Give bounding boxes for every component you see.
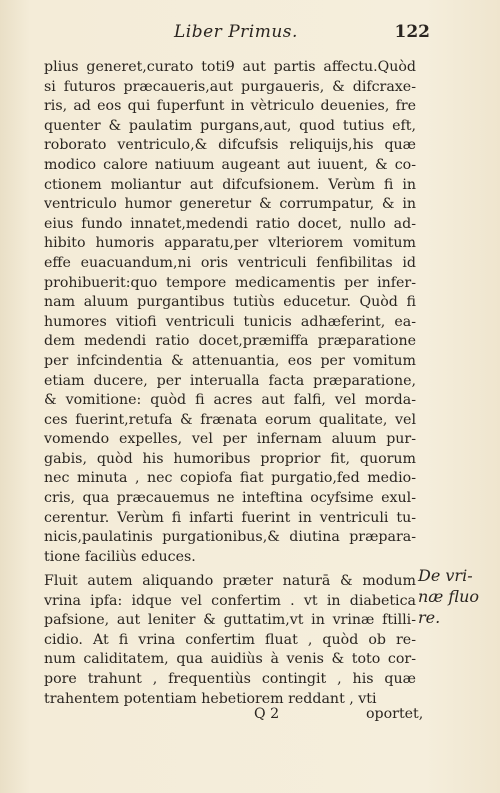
signature-mark: Q 2 <box>254 706 280 722</box>
text-line: cris, qua præcauemus ne inteftina ocyfsime exul- <box>44 490 416 507</box>
text-line: humores vitiofi ventriculi tunicis adhæferint, ea- <box>44 313 416 330</box>
running-head <box>0 22 500 46</box>
text-line: pore trahunt , frequentiùs contingit , his quæ <box>44 670 416 687</box>
text-line: cerentur. Verùm fi infarti fuerint in ventriculi tu- <box>44 509 416 526</box>
text-line: trahentem potentiam hebetiorem reddant , vti <box>44 690 377 707</box>
text-line: ces fuerint,retufa & frænata eorum qualitate, vel <box>44 411 416 428</box>
text-line: roborato ventriculo,& difcufsis reliquijs,his quæ <box>44 137 416 154</box>
page-number: 122 <box>394 22 430 42</box>
text-line: eius fundo innatet,medendi ratio docet, nullo ad- <box>44 215 416 232</box>
text-line: Fluit autem aliquando præter naturā & modum <box>44 573 416 589</box>
text-line: pafsione, aut leniter & guttatim,vt in vrinæ ftilli- <box>44 612 416 629</box>
running-title: Liber Primus. <box>174 22 298 42</box>
text-line: num caliditatem, qua auidiùs à venis & toto cor- <box>44 651 416 668</box>
text-line: nicis,paulatinis purgationibus,& diutina præpara- <box>44 529 416 546</box>
text-line: prohibuerit:quo tempore medicamentis per infer- <box>44 274 416 291</box>
marginal-note-line: re. <box>418 608 441 627</box>
text-line: & vomitione: quòd fi acres aut falfi, vel morda- <box>44 392 416 409</box>
text-line: nec minuta , nec copiofa fiat purgatio,fed medio- <box>44 470 416 487</box>
text-line: vomendo expelles, vel per infernam aluum pur- <box>44 431 416 448</box>
text-line: effe euacuandum,ni oris ventriculi fenfibilitas id <box>44 254 416 271</box>
marginal-note-line: De vri- <box>418 566 473 585</box>
catchword: oportet, <box>366 706 424 722</box>
paragraph-2 <box>44 572 416 709</box>
text-line: ventriculo humor generetur & corrumpatur, & in <box>44 196 416 213</box>
text-line: si futuros præcaueris,aut purgaueris, & difcraxe- <box>44 78 416 95</box>
text-line: ctionem moliantur aut difcufsionem. Verùm fi in <box>44 176 416 193</box>
text-line: etiam ducere, per interualla facta præparatione, <box>44 372 416 389</box>
text-line: tione faciliùs educes. <box>44 548 196 565</box>
paragraph-1 <box>44 58 416 567</box>
text-line: dem medendi ratio docet,præmiffa præparatione <box>44 333 416 350</box>
marginal-note <box>418 565 496 628</box>
text-line: cidio. At fi vrina confertim fluat , quòd ob re- <box>44 631 416 648</box>
marginal-note-line: næ fluo <box>418 587 480 606</box>
text-line: per infcindentia & attenuantia, eos per vomitum <box>44 352 416 369</box>
text-line: modico calore natiuum augeant aut iuuent, & co- <box>44 156 416 173</box>
text-line: gabis, quòd his humoribus proprior fit, quorum <box>44 450 416 467</box>
text-line: vrina ipfa: idque vel confertim . vt in diabetica <box>44 592 416 609</box>
text-line: nam aluum purgantibus tutiùs educetur. Quòd fi <box>44 294 416 311</box>
text-line: ris, ad eos qui fuperfunt in vètriculo deuenies, fre <box>44 98 416 115</box>
text-line: hibito humoris apparatu,per vlteriorem vomitum <box>44 235 416 252</box>
text-line: plius generet,curato toti9 aut partis affectu.Quòd <box>44 59 416 75</box>
text-line: quenter & paulatim purgans,aut, quod tutius eft, <box>44 117 416 134</box>
